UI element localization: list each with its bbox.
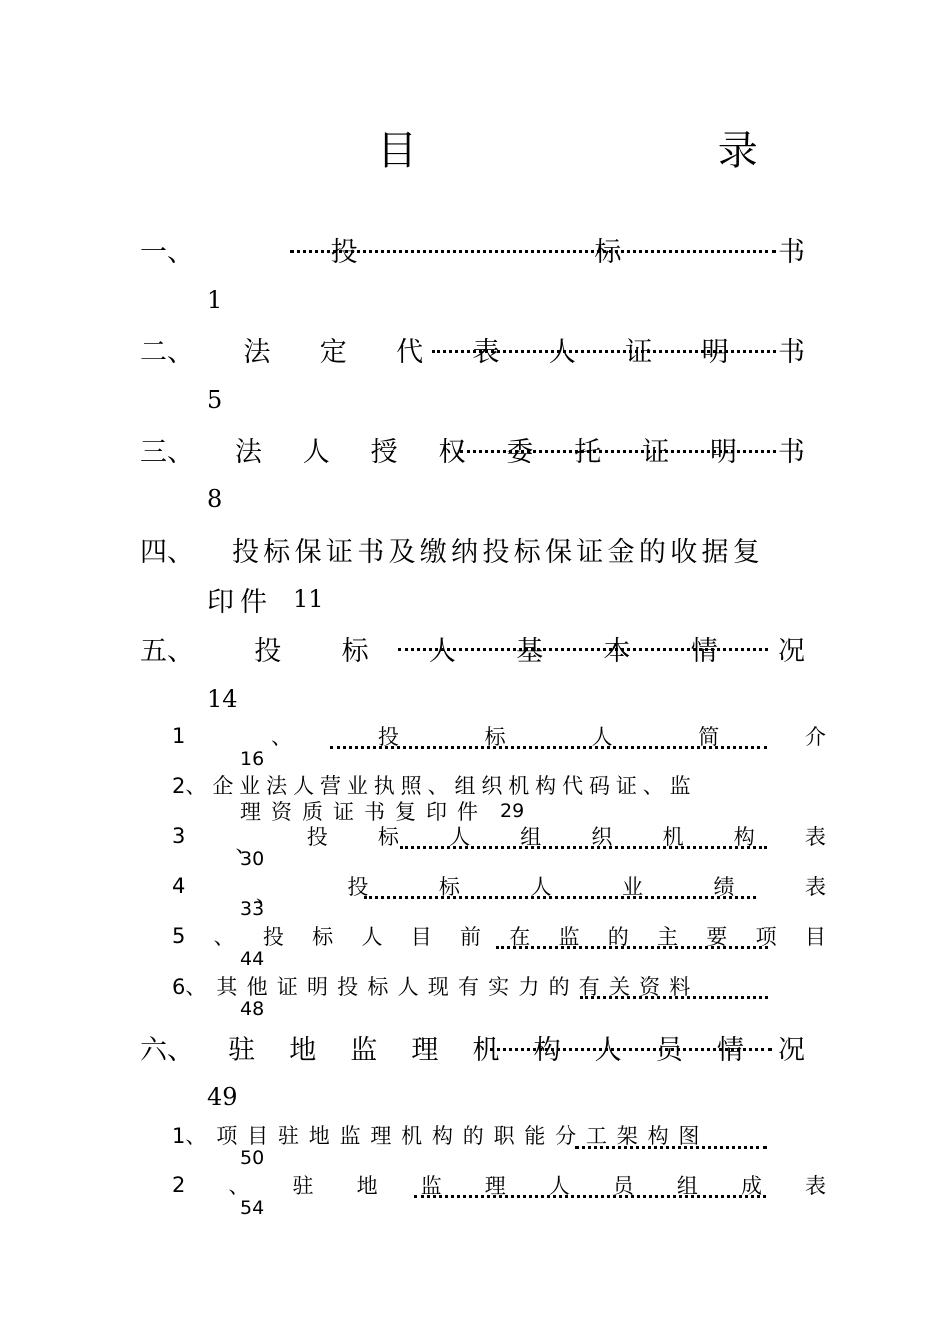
toc-page-number: 16 <box>240 748 265 770</box>
toc-title: 目 录 <box>377 128 902 174</box>
toc-page-number: 11 <box>293 585 324 613</box>
toc-entry-2[interactable]: 二、 法 定 代 表 人 证 明 书 <box>140 331 805 367</box>
toc-entry-prefix: 三、 <box>140 436 194 468</box>
toc-entry-prefix: 2 <box>172 1173 186 1197</box>
toc-entry-label: 其他证明投标人现有实力的有关资料 <box>216 975 700 999</box>
toc-entry-prefix: 4 <box>172 874 186 898</box>
toc-entry-5[interactable]: 五、 投 标 人 基 本 情 况 <box>140 630 805 666</box>
toc-page-number: 54 <box>240 1197 265 1219</box>
toc-page-number: 50 <box>240 1147 265 1169</box>
toc-page-number: 29 <box>500 800 525 822</box>
toc-entry-prefix: 1、 <box>172 1124 207 1148</box>
toc-entry-prefix: 二、 <box>140 336 194 368</box>
toc-entry-prefix: 1 <box>172 724 186 748</box>
toc-subentry-6-2[interactable]: 2 、 驻 地 监 理 人 员 组 成 表 <box>172 1171 826 1199</box>
toc-page-number: 44 <box>240 948 265 970</box>
toc-subentry-5-3[interactable]: 3 、 投 标 人 组 织 机 构 表 <box>172 824 826 857</box>
toc-entry-prefix: 6、 <box>172 975 207 999</box>
toc-entry-prefix: 五、 <box>140 635 194 667</box>
toc-subentry-5-1[interactable]: 1 、 投 标 人 简 介 <box>172 722 826 750</box>
toc-entry-label: 企业法人营业执照、组织机构代码证、监 <box>212 774 697 798</box>
toc-entry-prefix: 四、 <box>140 536 194 568</box>
toc-entry-3[interactable]: 三、 法 人 授 权 委 托 证 明 书 <box>140 431 805 467</box>
toc-subentry-5-4[interactable]: 4 、 投 标 人 业 绩 表 <box>172 874 826 907</box>
toc-page-number: 8 <box>207 485 223 513</box>
toc-subentry-6-1[interactable] <box>172 1121 826 1149</box>
toc-page-number: 49 <box>207 1083 238 1111</box>
toc-page-number: 33 <box>240 898 265 920</box>
toc-subentry-5-2[interactable] <box>172 771 826 799</box>
toc-entry-label: 投标保证书及缴纳投标保证金的收据复 <box>232 536 765 568</box>
toc-entry-4[interactable] <box>140 531 805 567</box>
toc-entry-separator: 、 <box>235 833 257 857</box>
toc-entry-separator: 、 <box>271 725 293 749</box>
toc-entry-prefix: 一、 <box>140 236 194 268</box>
toc-entry-1[interactable]: 一、 投 标 书 <box>140 231 805 267</box>
toc-entry-separator: 、 <box>213 925 235 949</box>
toc-page-number: 5 <box>207 386 223 414</box>
toc-entry-4-cont <box>207 581 324 617</box>
toc-entry-label-cont: 印件 <box>207 586 273 618</box>
toc-page-number: 14 <box>207 685 238 713</box>
toc-entry-prefix: 3 <box>172 824 186 848</box>
toc-entry-prefix: 六、 <box>140 1034 194 1066</box>
toc-page-number: 30 <box>240 848 265 870</box>
toc-subentry-5-6[interactable] <box>172 972 826 1000</box>
toc-subentry-5-5[interactable]: 5 、 投 标 人 目 前 在 监 的 主 要 项 目 <box>172 922 826 950</box>
toc-entry-label-cont: 理资质证书复印件 <box>240 800 488 824</box>
toc-entry-label: 项目驻地监理机构的职能分工架构图 <box>216 1124 710 1148</box>
toc-entry-separator: 、 <box>255 883 277 907</box>
toc-page-number: 48 <box>240 998 265 1020</box>
toc-entry-6[interactable]: 六、 驻 地 监 理 机 构 人 员 情 况 <box>140 1029 805 1065</box>
toc-entry-prefix: 5 <box>172 924 186 948</box>
toc-page-number: 1 <box>207 286 223 314</box>
toc-entry-separator: 、 <box>228 1174 250 1198</box>
toc-entry-prefix: 2、 <box>172 774 207 798</box>
